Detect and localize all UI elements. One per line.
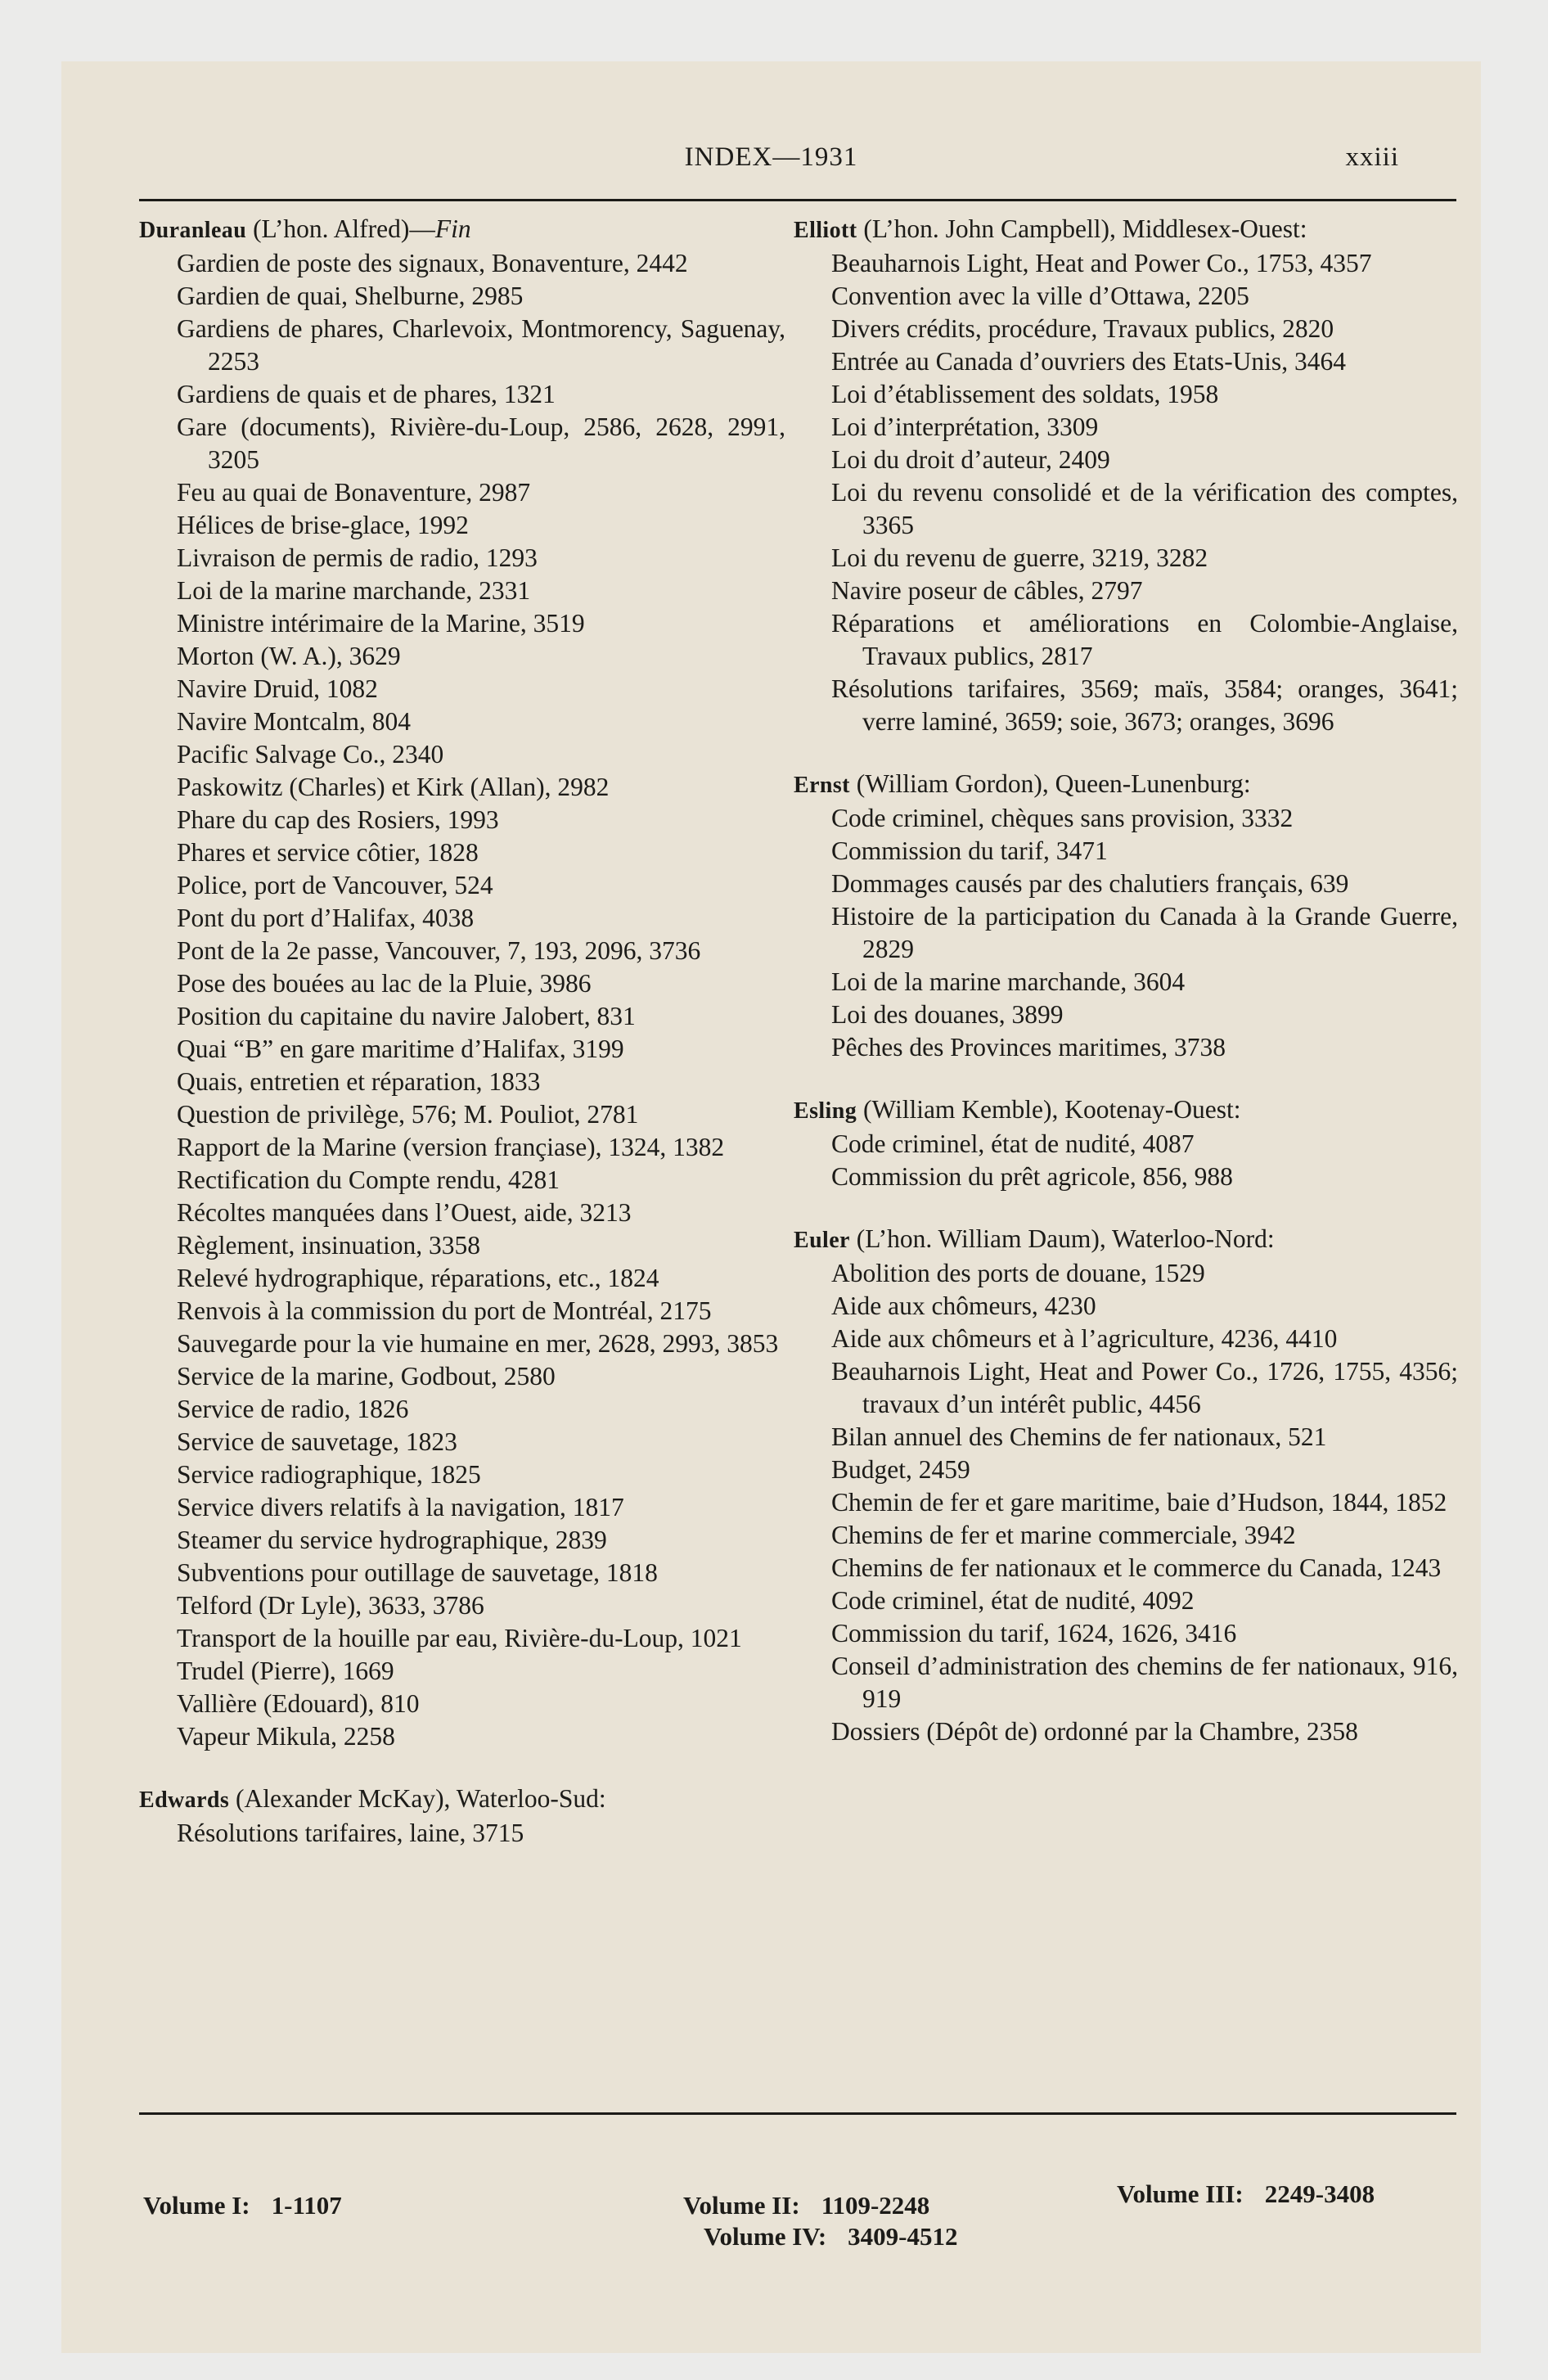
volume-range: 2249-3408 xyxy=(1264,2179,1375,2208)
page-header xyxy=(61,142,1481,183)
index-entry: Gardiens de quais et de phares, 1321 xyxy=(177,380,556,408)
index-heading-block xyxy=(794,768,1458,1064)
index-entry: Navire Druid, 1082 xyxy=(177,674,378,703)
index-entry: Dommages causés par des chalutiers français, 639 xyxy=(831,869,1349,898)
index-entry: Entrée au Canada d’ouvriers des Etats-Unis, 3464 xyxy=(831,347,1346,376)
index-entry: Service divers relatifs à la navigation, 1817 xyxy=(177,1493,624,1521)
index-entry: Code criminel, état de nudité, 4087 xyxy=(831,1129,1195,1158)
index-entry: Commission du tarif, 1624, 1626, 3416 xyxy=(831,1619,1237,1648)
index-entry: Loi du revenu de guerre, 3219, 3282 xyxy=(831,543,1208,572)
index-entry: Conseil d’administration des chemins de fer nationaux, 916, 919 xyxy=(831,1652,1458,1713)
volume-label: Volume I: xyxy=(143,2191,250,2220)
index-entry: Phares et service côtier, 1828 xyxy=(177,838,479,867)
index-heading xyxy=(794,1093,1458,1128)
heading-detail-italic: Fin xyxy=(434,214,471,243)
index-entry: Navire poseur de câbles, 2797 xyxy=(831,576,1143,605)
index-heading xyxy=(794,1223,1458,1257)
index-heading xyxy=(139,1783,785,1817)
index-entry: Loi d’établissement des soldats, 1958 xyxy=(831,380,1219,408)
heading-detail: (Alexander McKay), Waterloo-Sud: xyxy=(236,1784,606,1813)
index-heading-block xyxy=(139,213,785,1753)
index-entry: Steamer du service hydrographique, 2839 xyxy=(177,1526,607,1554)
index-entry: Bilan annuel des Chemins de fer nationaux, 521 xyxy=(831,1422,1327,1451)
index-entry: Pêches des Provinces maritimes, 3738 xyxy=(831,1033,1226,1062)
volume-3 xyxy=(1117,2179,1375,2209)
index-entry: Chemins de fer nationaux et le commerce du Canada, 1243 xyxy=(831,1553,1442,1582)
index-entry: Quai “B” en gare maritime d’Halifax, 3199 xyxy=(177,1034,624,1063)
index-entry: Loi des douanes, 3899 xyxy=(831,1000,1064,1029)
index-entry: Transport de la houille par eau, Rivière-du-Loup, 1021 xyxy=(177,1624,742,1652)
index-entry: Trudel (Pierre), 1669 xyxy=(177,1657,394,1685)
index-entry: Navire Montcalm, 804 xyxy=(177,707,412,736)
page-number: xxiii xyxy=(1345,142,1399,172)
index-entry: Service de sauvetage, 1823 xyxy=(177,1427,457,1456)
header-rule xyxy=(139,199,1456,201)
index-entry: Sauvegarde pour la vie humaine en mer, 2628, 2993, 3853 xyxy=(177,1329,779,1358)
index-entry: Code criminel, chèques sans provision, 3332 xyxy=(831,804,1294,832)
index-entry: Commission du prêt agricole, 856, 988 xyxy=(831,1162,1233,1191)
heading-name: Elliott xyxy=(794,218,857,243)
index-entry: Gardien de quai, Shelburne, 2985 xyxy=(177,282,524,310)
heading-detail: (William Kemble), Kootenay-Ouest: xyxy=(862,1095,1241,1124)
index-entry: Résolutions tarifaires, 3569; maïs, 3584; oranges, 3641; verre laminé, 3659; soie, 3673; oranges, 3696 xyxy=(831,674,1458,736)
index-entry: Pont du port d’Halifax, 4038 xyxy=(177,904,475,932)
index-entry: Question de privilège, 576; M. Pouliot, 2781 xyxy=(177,1100,639,1129)
index-entry: Histoire de la participation du Canada à la Grande Guerre, 2829 xyxy=(831,902,1458,963)
index-entry: Renvois à la commission du port de Montréal, 2175 xyxy=(177,1296,712,1325)
index-page xyxy=(61,61,1481,2353)
volume-range: 1109-2248 xyxy=(821,2191,930,2220)
index-entry: Abolition des ports de douane, 1529 xyxy=(831,1259,1205,1287)
index-entry: Ministre intérimaire de la Marine, 3519 xyxy=(177,609,585,638)
heading-detail: (William Gordon), Queen-Lunenburg: xyxy=(856,769,1251,798)
volume-2 xyxy=(683,2191,929,2220)
index-entry: Police, port de Vancouver, 524 xyxy=(177,871,493,899)
index-entry: Rapport de la Marine (version françiase), 1324, 1382 xyxy=(177,1133,725,1161)
index-entry: Code criminel, état de nudité, 4092 xyxy=(831,1586,1195,1615)
index-entry: Loi de la marine marchande, 3604 xyxy=(831,967,1186,996)
index-entry: Résolutions tarifaires, laine, 3715 xyxy=(177,1819,524,1847)
index-entry: Service de la marine, Godbout, 2580 xyxy=(177,1362,556,1391)
index-entry: Dossiers (Dépôt de) ordonné par la Chambre, 2358 xyxy=(831,1717,1358,1746)
right-column xyxy=(794,213,1458,1778)
volume-1 xyxy=(143,2191,342,2220)
footer-rule xyxy=(139,2112,1456,2115)
index-entry: Pacific Salvage Co., 2340 xyxy=(177,740,444,769)
index-entry: Beauharnois Light, Heat and Power Co., 1753, 4357 xyxy=(831,249,1372,277)
volume-label: Volume II: xyxy=(683,2191,800,2220)
heading-detail: (L’hon. Alfred)— xyxy=(253,214,435,243)
index-entry: Hélices de brise-glace, 1992 xyxy=(177,511,469,539)
left-column xyxy=(139,213,785,1879)
index-heading-block xyxy=(139,1783,785,1850)
volume-range: 3409-4512 xyxy=(848,2222,958,2251)
index-entry: Aide aux chômeurs et à l’agriculture, 4236, 4410 xyxy=(831,1324,1338,1353)
index-entry: Divers crédits, procédure, Travaux publics, 2820 xyxy=(831,314,1334,343)
index-entry: Vallière (Edouard), 810 xyxy=(177,1689,420,1718)
heading-name: Edwards xyxy=(139,1787,230,1813)
index-entry: Quais, entretien et réparation, 1833 xyxy=(177,1067,541,1096)
index-entry: Phare du cap des Rosiers, 1993 xyxy=(177,805,499,834)
index-entry: Convention avec la ville d’Ottawa, 2205 xyxy=(831,282,1249,310)
heading-name: Esling xyxy=(794,1098,857,1124)
index-entry: Livraison de permis de radio, 1293 xyxy=(177,543,538,572)
index-entry: Beauharnois Light, Heat and Power Co., 1726, 1755, 4356; travaux d’un intérêt public, 4456 xyxy=(831,1357,1458,1418)
index-entry: Vapeur Mikula, 2258 xyxy=(177,1722,395,1751)
index-entry: Pose des bouées au lac de la Pluie, 3986 xyxy=(177,969,592,998)
heading-name: Duranleau xyxy=(139,218,247,243)
index-entry: Chemin de fer et gare maritime, baie d’Hudson, 1844, 1852 xyxy=(831,1488,1447,1517)
index-entry: Commission du tarif, 3471 xyxy=(831,836,1108,865)
index-entry: Gardiens de phares, Charlevoix, Montmorency, Saguenay, 2253 xyxy=(177,314,785,376)
index-entry: Service radiographique, 1825 xyxy=(177,1460,481,1489)
index-entry: Subventions pour outillage de sauvetage, 1818 xyxy=(177,1558,658,1587)
index-entry: Loi du revenu consolidé et de la vérification des comptes, 3365 xyxy=(831,478,1458,539)
heading-detail: (L’hon. William Daum), Waterloo-Nord: xyxy=(856,1224,1275,1253)
index-heading-block xyxy=(794,213,1458,738)
index-entry: Pont de la 2e passe, Vancouver, 7, 193, 2096, 3736 xyxy=(177,936,701,965)
index-heading xyxy=(139,213,785,247)
heading-name: Ernst xyxy=(794,773,850,798)
index-entry: Budget, 2459 xyxy=(831,1455,970,1484)
index-entry: Règlement, insinuation, 3358 xyxy=(177,1231,480,1260)
volume-label: Volume III: xyxy=(1117,2179,1244,2208)
volume-range: 1-1107 xyxy=(271,2191,342,2220)
index-entry: Position du capitaine du navire Jalobert, 831 xyxy=(177,1002,636,1030)
index-entry: Morton (W. A.), 3629 xyxy=(177,642,401,670)
volume-footer xyxy=(139,2173,1456,2271)
index-entry: Réparations et améliorations en Colombie-Anglaise, Travaux publics, 2817 xyxy=(831,609,1458,670)
heading-detail: (L’hon. John Campbell), Middlesex-Ouest: xyxy=(863,214,1307,243)
index-entry: Loi de la marine marchande, 2331 xyxy=(177,576,531,605)
index-entry: Loi d’interprétation, 3309 xyxy=(831,412,1099,441)
index-heading-block xyxy=(794,1223,1458,1748)
heading-name: Euler xyxy=(794,1228,850,1253)
index-entry: Paskowitz (Charles) et Kirk (Allan), 2982 xyxy=(177,773,610,801)
volume-4 xyxy=(704,2222,957,2252)
index-entry: Gare (documents), Rivière-du-Loup, 2586, 2628, 2991, 3205 xyxy=(177,412,785,474)
volume-label: Volume IV: xyxy=(704,2222,827,2251)
index-heading xyxy=(794,213,1458,247)
index-heading xyxy=(794,768,1458,802)
index-entry: Gardien de poste des signaux, Bonaventure, 2442 xyxy=(177,249,688,277)
index-entry: Service de radio, 1826 xyxy=(177,1395,409,1423)
index-entry: Chemins de fer et marine commerciale, 3942 xyxy=(831,1521,1296,1549)
index-entry: Relevé hydrographique, réparations, etc., 1824 xyxy=(177,1264,659,1292)
index-entry: Telford (Dr Lyle), 3633, 3786 xyxy=(177,1591,484,1620)
index-entry: Aide aux chômeurs, 4230 xyxy=(831,1291,1096,1320)
index-entry: Récoltes manquées dans l’Ouest, aide, 3213 xyxy=(177,1198,632,1227)
index-entry: Feu au quai de Bonaventure, 2987 xyxy=(177,478,531,507)
index-entry: Rectification du Compte rendu, 4281 xyxy=(177,1165,560,1194)
index-entry: Loi du droit d’auteur, 2409 xyxy=(831,445,1110,474)
page-title: INDEX—1931 xyxy=(684,142,858,172)
index-heading-block xyxy=(794,1093,1458,1193)
